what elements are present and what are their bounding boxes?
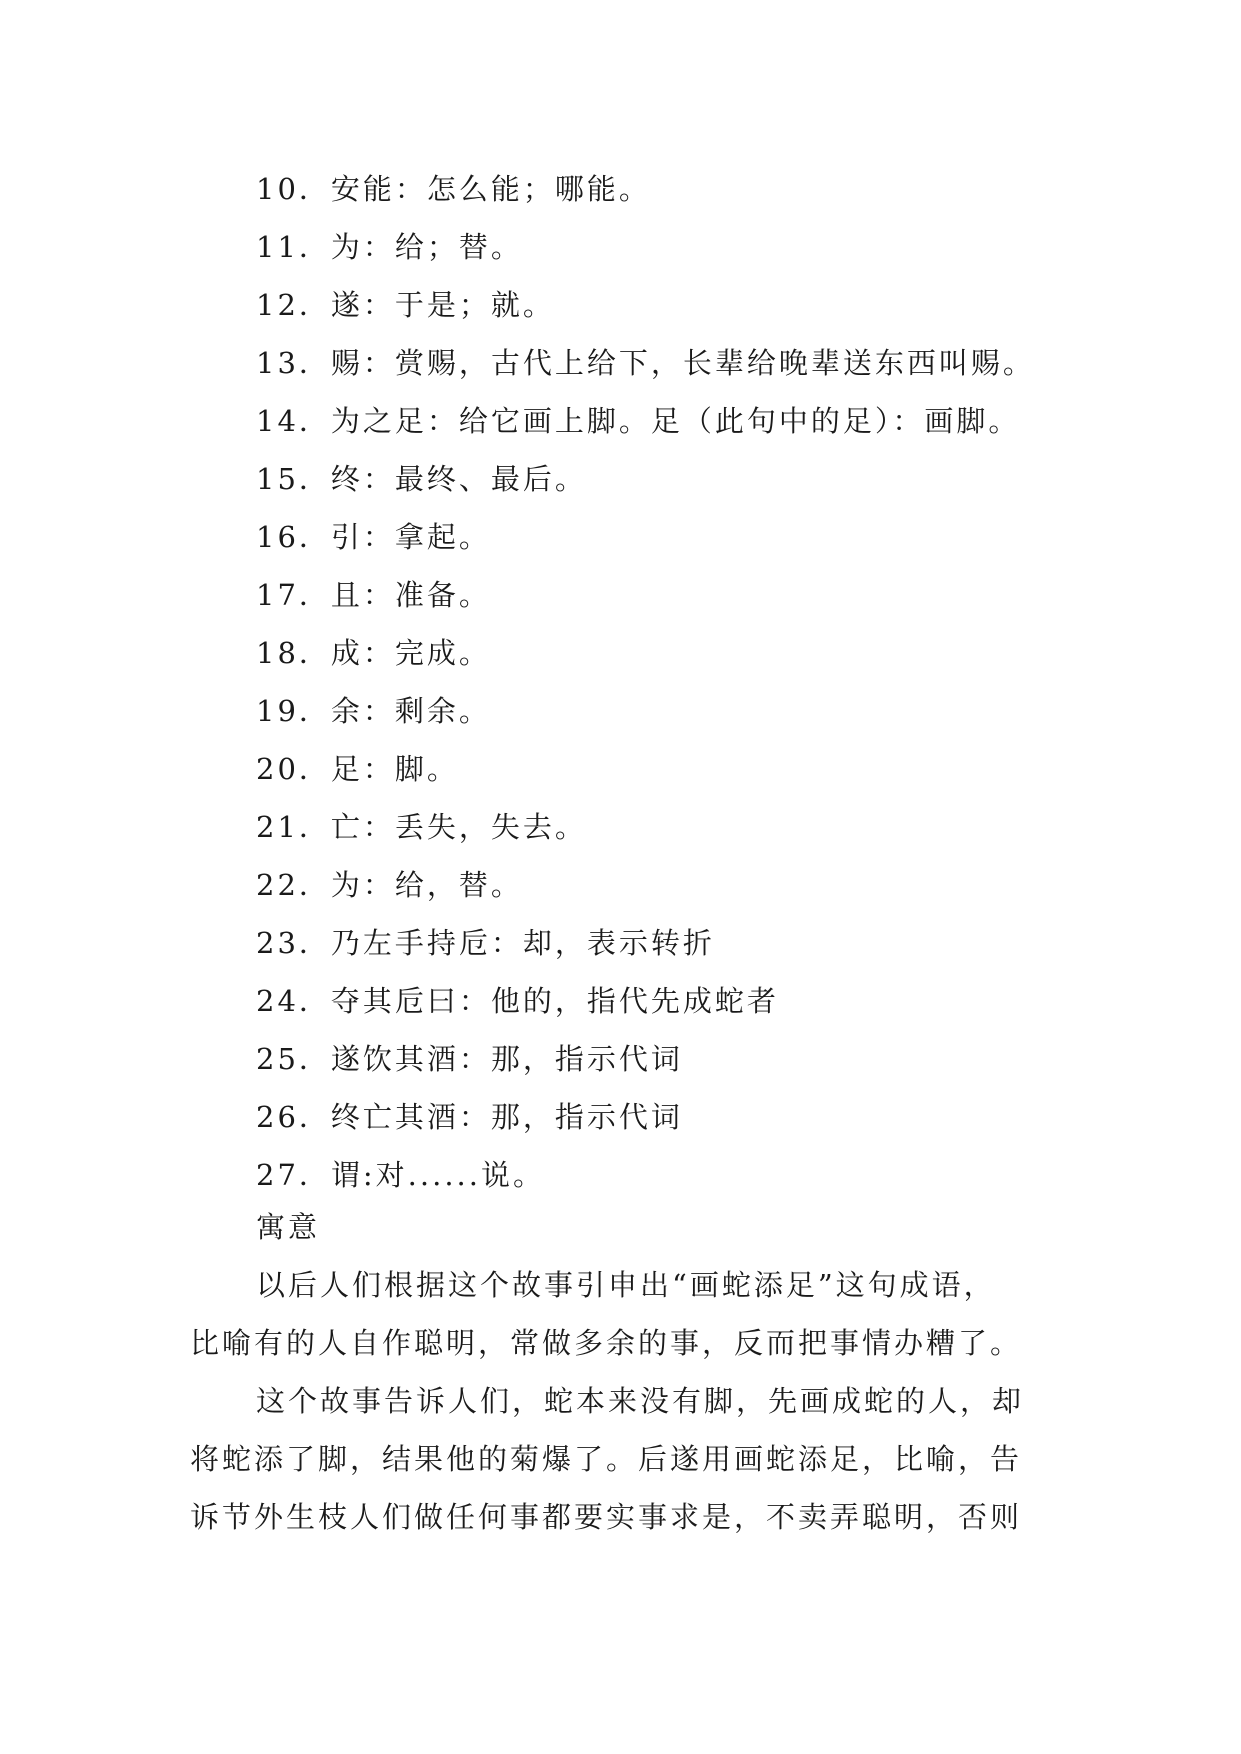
annotation-item xyxy=(256,218,1035,276)
annotation-text: 足：脚。 xyxy=(330,752,459,786)
annotation-item xyxy=(256,1146,1035,1204)
annotation-item xyxy=(256,1030,1035,1088)
annotation-number: 27． xyxy=(256,1158,331,1192)
annotation-item xyxy=(256,160,1035,218)
annotation-number: 11． xyxy=(256,230,331,264)
annotation-text: 且：准备。 xyxy=(330,578,491,612)
annotation-number: 16． xyxy=(256,520,331,554)
annotation-item xyxy=(256,1088,1035,1146)
annotation-number: 12． xyxy=(256,288,331,322)
annotation-item xyxy=(256,392,1035,450)
annotation-text: 安能：怎么能；哪能。 xyxy=(330,172,651,206)
annotation-text: 为之足：给它画上脚。足（此句中的足）：画脚。 xyxy=(330,404,1021,438)
annotation-number: 18． xyxy=(256,636,331,670)
annotation-number: 20． xyxy=(256,752,331,786)
annotation-text: 遂饮其酒：那，指示代词 xyxy=(330,1042,683,1076)
paragraph-line: 将蛇添了脚，结果他的菊爆了。后遂用画蛇添足，比喻，告 xyxy=(190,1442,1023,1476)
annotation-number: 19． xyxy=(256,694,331,728)
annotation-item xyxy=(256,508,1035,566)
annotation-text: 赐：赏赐，古代上给下，长辈给晚辈送东西叫赐。 xyxy=(330,346,1035,380)
annotation-number: 22． xyxy=(256,868,331,902)
annotation-item xyxy=(256,798,1035,856)
paragraph-line: 这个故事告诉人们，蛇本来没有脚，先画成蛇的人，却 xyxy=(256,1384,1025,1418)
annotation-text: 遂：于是；就。 xyxy=(330,288,555,322)
annotation-item xyxy=(256,740,1035,798)
annotation-number: 23． xyxy=(256,926,331,960)
annotation-number: 26． xyxy=(256,1100,331,1134)
annotation-text: 乃左手持卮：却，表示转折 xyxy=(330,926,715,960)
annotation-item xyxy=(256,972,1035,1030)
paragraph-line: 以后人们根据这个故事引申出“画蛇添足”这句成语， xyxy=(256,1268,996,1302)
annotation-text: 成：完成。 xyxy=(330,636,491,670)
annotation-text: 亡：丢失，失去。 xyxy=(330,810,587,844)
annotation-number: 21． xyxy=(256,810,331,844)
annotation-item xyxy=(256,914,1035,972)
annotation-item xyxy=(256,450,1035,508)
body-paragraph xyxy=(190,1256,1070,1372)
annotation-text: 为：给；替。 xyxy=(330,230,523,264)
section-heading: 寓意 xyxy=(256,1210,321,1244)
annotation-text: 为：给，替。 xyxy=(330,868,523,902)
annotation-number: 13． xyxy=(256,346,331,380)
annotation-number: 10． xyxy=(256,172,331,206)
annotation-item xyxy=(256,682,1035,740)
annotation-number: 15． xyxy=(256,462,331,496)
annotation-item xyxy=(256,566,1035,624)
annotation-text: 夺其卮曰：他的，指代先成蛇者 xyxy=(330,984,779,1018)
annotation-number: 17． xyxy=(256,578,331,612)
paragraph-line: 比喻有的人自作聪明，常做多余的事，反而把事情办糟了。 xyxy=(190,1326,1023,1360)
annotation-item xyxy=(256,856,1035,914)
body-paragraph xyxy=(190,1372,1070,1546)
annotation-text: 终：最终、最后。 xyxy=(330,462,587,496)
annotation-number: 14． xyxy=(256,404,331,438)
paragraph-line: 诉节外生枝人们做任何事都要实事求是，不卖弄聪明，否则 xyxy=(190,1500,1023,1534)
annotation-number: 25． xyxy=(256,1042,331,1076)
annotation-text: 余：剩余。 xyxy=(330,694,491,728)
annotation-text: 终亡其酒：那，指示代词 xyxy=(330,1100,683,1134)
annotation-item xyxy=(256,334,1035,392)
annotation-item xyxy=(256,276,1035,334)
annotation-text: 谓:对......说。 xyxy=(330,1158,545,1192)
annotation-text: 引：拿起。 xyxy=(330,520,491,554)
annotation-number: 24． xyxy=(256,984,331,1018)
annotation-list xyxy=(256,160,1035,1204)
annotation-item xyxy=(256,624,1035,682)
